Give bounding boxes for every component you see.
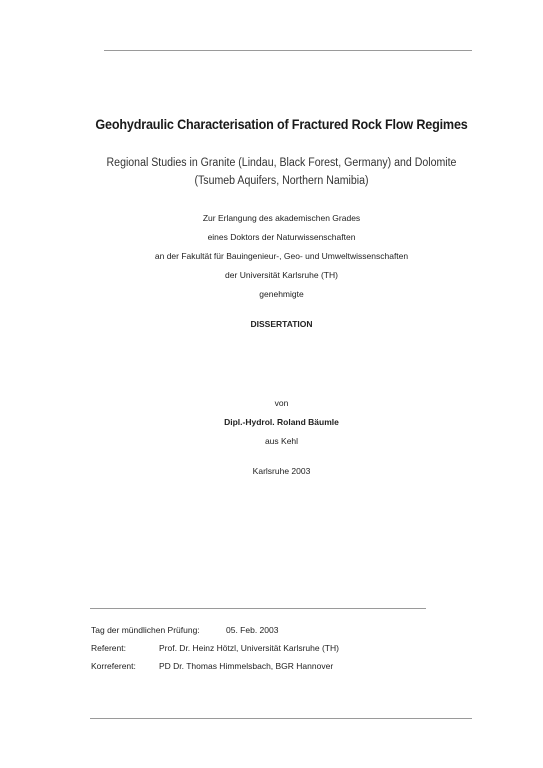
exam-date-value: 05. Feb. 2003 (226, 625, 279, 635)
thesis-title: Geohydraulic Characterisation of Fractured Rock Flow Regimes (95, 116, 468, 132)
place-year: Karlsruhe 2003 (252, 466, 311, 476)
submission-line-3: an der Fakultät für Bauingenieur-, Geo- und Umweltwissenschaften (154, 251, 409, 261)
author-origin: aus Kehl (264, 436, 299, 446)
exam-date-label: Tag der mündlichen Prüfung: (91, 625, 200, 635)
top-divider (104, 50, 472, 51)
von-label: von (274, 398, 289, 408)
submission-line-5: genehmigte (259, 289, 304, 299)
submission-line-2: eines Doktors der Naturwissenschaften (207, 232, 356, 242)
referent-label: Referent: (91, 643, 126, 653)
document-type: DISSERTATION (250, 319, 313, 329)
middle-divider (90, 608, 426, 609)
subtitle-line-2: (Tsumeb Aquifers, Northern Namibia) (194, 175, 369, 187)
bottom-divider (90, 718, 472, 719)
author-name: Dipl.-Hydrol. Roland Bäumle (224, 417, 339, 427)
thesis-subtitle (78, 154, 486, 190)
korreferent-label: Korreferent: (91, 661, 136, 671)
referent-row (91, 643, 339, 653)
exam-date-row (91, 625, 279, 635)
referent-value: Prof. Dr. Heinz Hötzl, Universität Karlsruhe (TH) (159, 643, 339, 653)
subtitle-line-1: Regional Studies in Granite (Lindau, Black Forest, Germany) and Dolomite (106, 157, 457, 169)
submission-line-4: der Universität Karlsruhe (TH) (225, 270, 338, 280)
submission-line-1: Zur Erlangung des akademischen Grades (202, 213, 361, 223)
korreferent-row (91, 661, 334, 671)
korreferent-value: PD Dr. Thomas Himmelsbach, BGR Hannover (159, 661, 334, 671)
